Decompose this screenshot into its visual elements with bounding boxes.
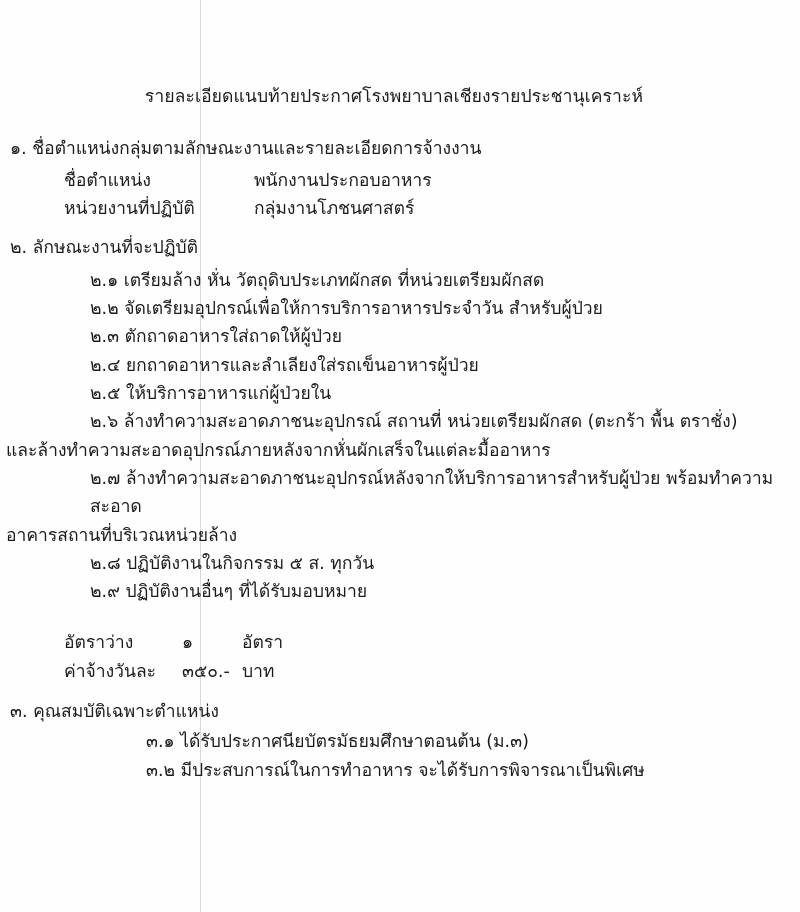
list-item-2-7-line2: อาคารสถานที่บริเวณหน่วยล้าง — [6, 525, 238, 546]
rate-row-vacancy — [6, 629, 782, 659]
section-3-heading: ๓. คุณสมบัติเฉพาะตำแหน่ง — [10, 702, 219, 723]
field-value-position: พนักงานประกอบอาหาร — [254, 171, 432, 192]
list-item-2-1: ๒.๑ เตรียมล้าง หั่น วัตถุดิบประเภทผักสด ที่หน่วยเตรียมผักสด — [90, 270, 545, 291]
list-item-3-1: ๓.๑ ได้รับประกาศนียบัตรมัธยมศึกษาตอนต้น (ม.๓) — [146, 732, 529, 753]
field-row-position — [6, 167, 782, 195]
list-item-2-8: ๒.๘ ปฏิบัติงานในกิจกรรม ๕ ส. ทุกวัน — [90, 553, 375, 574]
rate-number-daily-wage: ๓๕๐.- — [182, 662, 230, 683]
list-item-2-9: ๒.๙ ปฏิบัติงานอื่นๆ ที่ได้รับมอบหมาย — [90, 582, 368, 603]
list-item-2-7-line1: ๒.๗ ล้างทำความสะอาดภาชนะอุปกรณ์หลังจากให้บริการอาหารสำหรับผู้ป่วย พร้อมทำความสะอาด — [90, 468, 774, 518]
list-item-2-6-line2: และล้างทำความสะอาดอุปกรณ์ภายหลังจากหั่นผักเสร็จในแต่ละมื้ออาหาร — [6, 440, 551, 461]
rate-row-daily-wage — [6, 658, 782, 688]
rate-label-daily-wage: ค่าจ้างวันละ — [64, 662, 157, 683]
spacer-before-rates — [6, 607, 782, 629]
field-value-unit: กลุ่มงานโภชนศาสตร์ — [254, 199, 415, 220]
list-item-3-2: ๓.๒ มีประสบการณ์ในการทำอาหาร จะได้รับการพิจารณาเป็นพิเศษ — [146, 761, 645, 781]
rate-unit-vacancy: อัตรา — [242, 632, 284, 653]
field-label-unit: หน่วยงานที่ปฏิบัติ — [64, 199, 195, 220]
rate-unit-daily-wage: บาท — [242, 662, 275, 683]
page-title: รายละเอียดแนบท้ายประกาศโรงพยาบาลเชียงรายประชานุเคราะห์ — [144, 87, 644, 107]
list-item-2-2: ๒.๒ จัดเตรียมอุปกรณ์เพื่อให้การบริการอาหารประจำวัน สำหรับผู้ป่วย — [90, 298, 603, 319]
section-1-heading: ๑. ชื่อตำแหน่งกลุ่มตามลักษณะงานและรายละเอียดการจ้างงาน — [10, 139, 482, 160]
field-row-unit — [6, 195, 782, 223]
list-item-2-6-line1: ๒.๖ ล้างทำความสะอาดภาชนะอุปกรณ์ สถานที่ หน่วยเตรียมผักสด (ตะกร้า พื้น ตราชั่ง) — [90, 412, 738, 433]
list-item-2-5: ๒.๕ ให้บริการอาหารแก่ผู้ป่วยใน — [90, 383, 332, 404]
field-label-position: ชื่อตำแหน่ง — [64, 171, 151, 192]
section-2-heading: ๒. ลักษณะงานที่จะปฏิบัติ — [10, 238, 199, 259]
rate-label-vacancy: อัตราว่าง — [64, 632, 134, 653]
list-item-2-3: ๒.๓ ตักถาดอาหารใส่ถาดให้ผู้ป่วย — [90, 327, 343, 348]
list-item-2-4: ๒.๔ ยกถาดอาหารและลำเลียงใส่รถเข็นอาหารผู้ป่วย — [90, 355, 479, 376]
rate-number-vacancy: ๑ — [182, 632, 194, 653]
